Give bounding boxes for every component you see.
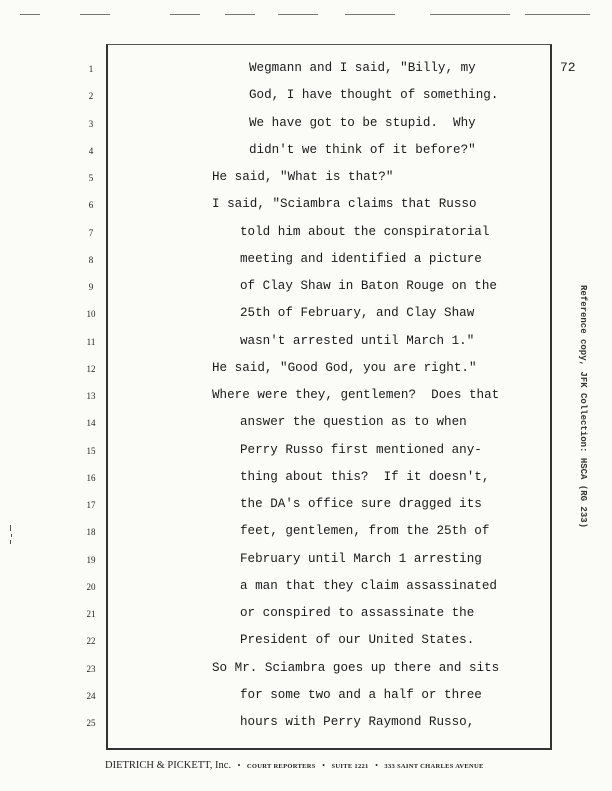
line-number: 25 (86, 718, 96, 728)
transcript-line: God, I have thought of something. (249, 88, 499, 103)
transcript-line: 25th of February, and Clay Shaw (240, 306, 475, 321)
line-number: 19 (86, 554, 96, 565)
transcript-line: Wegmann and I said, "Billy, my (249, 61, 476, 75)
line-number: 8 (88, 254, 94, 265)
transcript-line: He said, "What is that?" (212, 170, 394, 184)
transcript-line: February until March 1 arresting (240, 551, 482, 566)
line-number: 11 (86, 336, 96, 347)
line-number: 5 (88, 173, 94, 183)
line-number: 21 (86, 609, 96, 619)
line-number: 3 (88, 118, 94, 129)
line-number: 1 (88, 64, 94, 74)
footer-address: 333 SAINT CHARLES AVENUE (384, 763, 484, 770)
transcript-line: thing about this? If it doesn't, (240, 469, 490, 484)
line-number: 7 (88, 227, 94, 238)
transcript-line: for some two and a half or three (240, 687, 482, 702)
transcript-line: He said, "Good God, you are right." (212, 360, 477, 375)
line-number: 23 (86, 663, 96, 674)
transcript-line: hours with Perry Raymond Russo, (240, 715, 475, 729)
line-number: 14 (86, 418, 96, 429)
transcript-line: of Clay Shaw in Baton Rouge on the (240, 279, 497, 293)
transcript-line: answer the question as to when (240, 415, 467, 430)
transcript-line: feet, gentlemen, from the 25th of (240, 524, 490, 539)
stray-mark (8, 525, 14, 545)
line-number: 12 (86, 363, 96, 374)
transcript-line: I said, "Sciambra claims that Russo (212, 197, 477, 212)
footer-role: COURT REPORTERS (246, 763, 316, 770)
footer (105, 760, 565, 771)
line-number: 10 (86, 309, 96, 320)
footer-suite: SUITE 1221 (331, 763, 369, 770)
line-number: 15 (86, 445, 96, 456)
transcript-line: So Mr. Sciambra goes up there and sits (212, 660, 500, 675)
transcript-line: a man that they claim assassinated (240, 578, 497, 593)
line-number: 16 (86, 472, 96, 483)
footer-separator: • (375, 761, 378, 770)
line-number: 18 (86, 527, 96, 538)
line-number: 6 (88, 200, 94, 211)
line-number: 24 (86, 690, 96, 701)
transcript-line: We have got to be stupid. Why (249, 115, 476, 130)
line-number: 20 (86, 581, 96, 592)
transcript-line: Where were they, gentlemen? Does that (212, 388, 500, 402)
scan-top-marks (20, 8, 590, 20)
line-number: 13 (86, 391, 96, 401)
transcript-line: wasn't arrested until March 1." (240, 333, 475, 348)
transcript-line: meeting and identified a picture (240, 251, 482, 266)
transcript-line: the DA's office sure dragged its (240, 497, 482, 511)
footer-firm: DIETRICH & PICKETT, Inc. (105, 760, 232, 771)
page-number: 72 (560, 60, 576, 75)
line-number: 9 (88, 282, 94, 292)
transcript-frame-bottom (106, 748, 552, 750)
footer-separator: • (322, 761, 325, 770)
transcript-line: didn't we think of it before?" (249, 142, 476, 157)
reference-copy-note: Reference copy, JFK Collection: HSCA (RG 233) (578, 285, 588, 529)
transcript-line: or conspired to assassinate the (240, 606, 475, 620)
transcript-line: President of our United States. (240, 633, 475, 648)
transcript-line: Perry Russo first mentioned any- (240, 442, 482, 457)
line-number: 2 (88, 91, 94, 102)
transcript-line: told him about the conspiratorial (240, 224, 490, 239)
line-number: 17 (86, 500, 96, 510)
line-number: 4 (88, 145, 94, 156)
line-number: 22 (86, 636, 96, 647)
footer-separator: • (237, 761, 241, 770)
